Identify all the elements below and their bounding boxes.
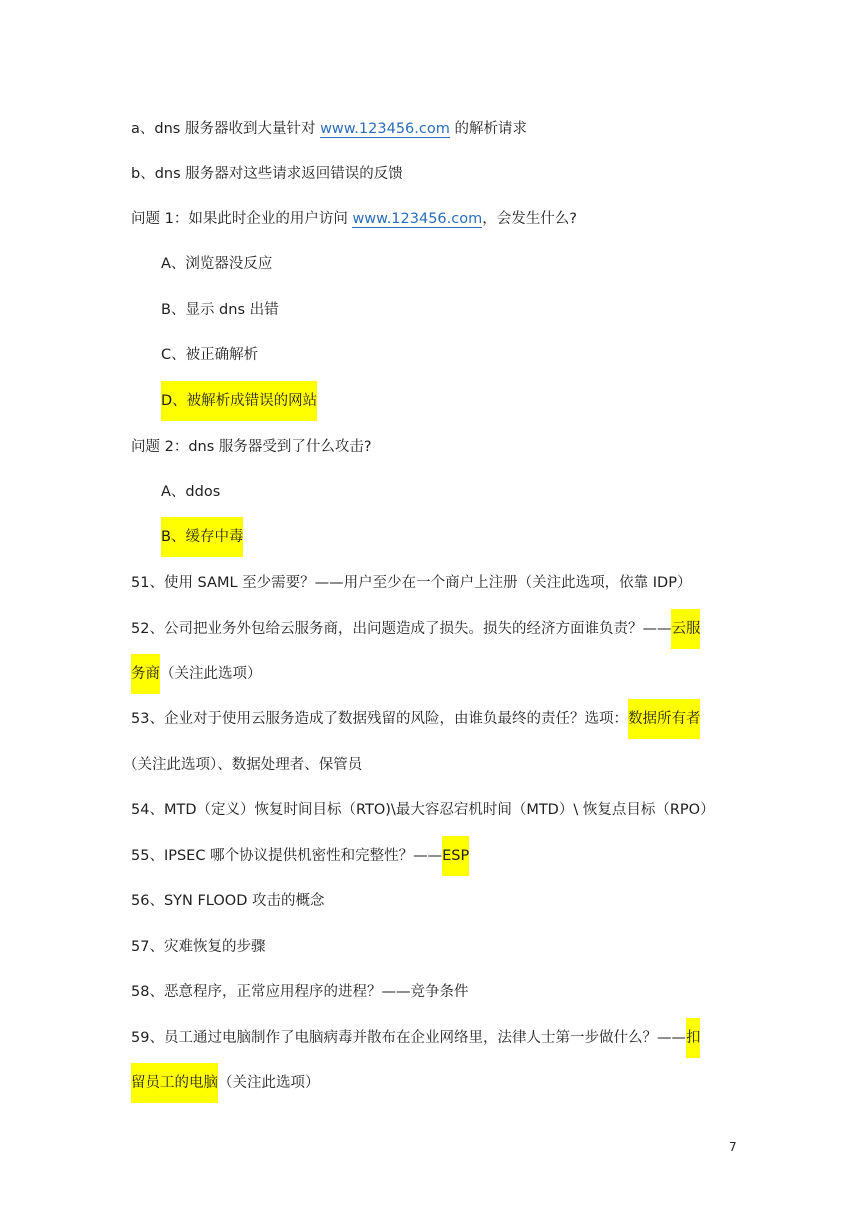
question-53-pre: 53、企业对于使用云服务造成了数据残留的风险，由谁负最终的责任？选项：: [131, 711, 628, 727]
line-a: [131, 118, 527, 140]
question-55: [131, 845, 469, 867]
question-1-pre: 问题 1：如果此时企业的用户访问: [131, 211, 353, 227]
question-54: 54、MTD（定义）恢复时间目标（RTO)\最大容忍宕机时间（MTD）\ 恢复点目标（RPO）: [131, 802, 715, 818]
question-52-cont: [131, 663, 262, 685]
question-59-cont: [131, 1072, 320, 1094]
question-51: 51、使用 SAML 至少需要？——用户至少在一个商户上注册（关注此选项，依靠 IDP）: [131, 575, 692, 591]
q2-option-b: [161, 526, 243, 548]
question-58: 58、恶意程序，正常应用程序的进程？——竞争条件: [131, 984, 469, 1000]
highlighted-answer: D、被解析成错误的网站: [161, 381, 317, 421]
line-a-pre: a、dns 服务器收到大量针对: [131, 121, 321, 137]
q2-option-a: A、ddos: [161, 484, 221, 500]
question-1: [131, 208, 577, 230]
question-59-note: （关注此选项）: [218, 1075, 320, 1091]
page-number: 7: [729, 1140, 737, 1154]
highlighted-answer: ESP: [442, 836, 469, 876]
url-link[interactable]: www.123456.com: [352, 211, 483, 227]
line-b: b、dns 服务器对这些请求返回错误的反馈: [131, 166, 403, 182]
question-59-pre: 59、员工通过电脑制作了电脑病毒并散布在企业网络里，法律人士第一步做什么？——: [131, 1030, 686, 1046]
question-52: [131, 618, 700, 640]
q1-option-a: A、浏览器没反应: [161, 256, 273, 272]
question-56: 56、SYN FLOOD 攻击的概念: [131, 893, 325, 909]
highlighted-answer: 数据所有者: [628, 699, 701, 739]
q1-option-c: C、被正确解析: [161, 347, 259, 363]
question-57: 57、灾难恢复的步骤: [131, 939, 266, 955]
highlighted-answer: 务商: [131, 654, 160, 694]
question-52-note: （关注此选项）: [160, 666, 262, 682]
question-2: 问题 2：dns 服务器受到了什么攻击?: [131, 439, 372, 455]
q1-option-d: [161, 390, 317, 412]
question-53-cont: （关注此选项）、数据处理者、保管员: [123, 757, 363, 773]
question-59: [131, 1027, 700, 1049]
highlighted-answer: B、缓存中毒: [161, 517, 243, 557]
question-52-pre: 52、公司把业务外包给云服务商，出问题造成了损失。损失的经济方面谁负责？——: [131, 621, 672, 637]
question-55-pre: 55、IPSEC 哪个协议提供机密性和完整性？——: [131, 848, 443, 864]
question-1-post: ，会发生什么?: [482, 211, 577, 227]
question-53: [131, 708, 700, 730]
highlighted-answer: 扣: [686, 1018, 701, 1058]
url-link[interactable]: www.123456.com: [320, 121, 450, 137]
highlighted-answer: 留员工的电脑: [131, 1063, 218, 1103]
q1-option-b: B、显示 dns 出错: [161, 302, 279, 318]
highlighted-answer: 云服: [671, 609, 700, 649]
line-a-post: 的解析请求: [449, 121, 527, 137]
